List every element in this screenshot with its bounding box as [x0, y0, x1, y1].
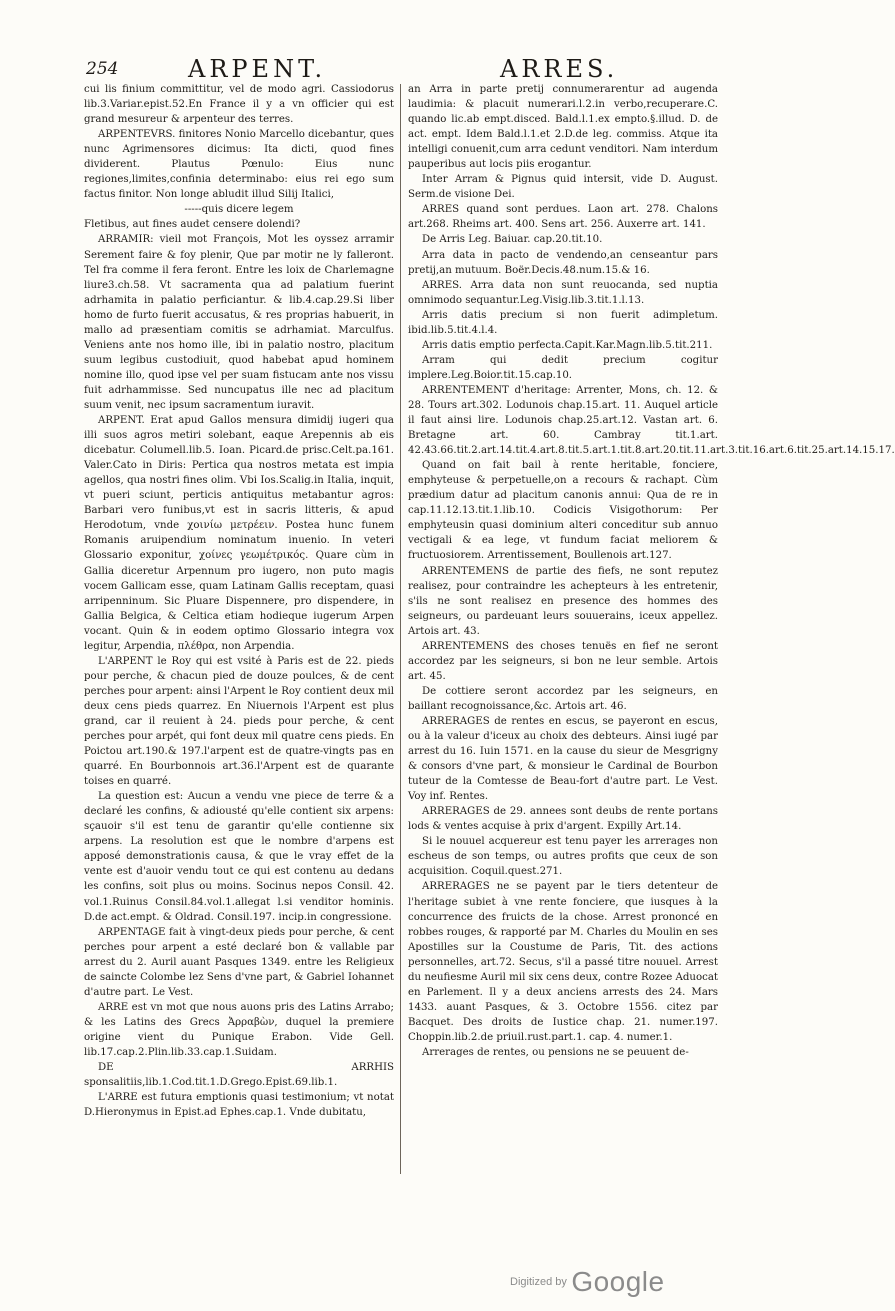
- left-column: [84, 82, 394, 1120]
- paragraph: cui lis finium committitur, vel de modo agri. Cassiodorus lib.3.Variar.epist.52.En France il y a vn officier qui est grand mesureur & arpenteur des terres.: [84, 84, 394, 126]
- paragraph: ARRE est vn mot que nous auons pris des Latins Arrabo; & les Latins des Grecs Ἀρραβὼν, duquel la premiere origine vient du Punique Erabon. Vide Gell. lib.17.cap.2.Plin.lib.33.cap.1.Suidam.: [84, 1001, 394, 1058]
- running-head-right: ARRES.: [500, 55, 619, 83]
- paragraph: Arrerages de rentes, ou pensions ne se peuuent de-: [422, 1047, 689, 1058]
- paragraph: Inter Arram & Pignus quid intersit, vide D. August. Serm.de visione Dei.: [408, 174, 718, 201]
- paragraph: ARRENTEMENT d'heritage: Arrenter, Mons, ch. 12. & 28. Tours art.302. Lodunois chap.15.art. 11. Auquel article il faut ainsi lire. Lodunois chap.25.art.12. Vastan art. 6. Bretagne art. 60. Cambray tit.1.art. 42.43.66.tit.2.art.14.tit.4.art.8.tit.5.art.1.tit.8.art.20.tit.11.art.3.tit.16.art.6.tit.25.art.14.15.17.: [408, 384, 895, 457]
- paragraph: ARRES quand sont perdues. Laon art. 278. Chalons art.268. Rheims art. 400. Sens art. 256. Auxerre art. 141.: [408, 204, 718, 231]
- page-number: 254: [86, 59, 119, 79]
- paragraph: ARRENTEMENS de partie des fiefs, ne sont reputez realisez, pour contraindre les achepteurs à les entretenir, s'ils ne sont realisez en presence des hommes des seigneurs, ou pardeuant leurs souuerains, iceux appellez. Artois art. 43.: [408, 565, 718, 637]
- paragraph: L'ARPENT le Roy qui est vsité à Paris est de 22. pieds pour perche, & chacun pied de douze poulces, & de cent perches pour arpent: ainsi l'Arpent le Roy contient deux mil deux cens pieds quarrez. En Niuernois l'Arpent est plus grand, car il reuient à 24. pieds pour perche, & cent perches pour arpét, qui font deux mil quatre cens pieds. En Poictou art.190.& 197.l'arpent est de quatre-vingts pas en quarré. En Bourbonnois art.36.l'Arpent est de quarante toises en quarré.: [84, 655, 394, 788]
- paragraph: ARRENTEMENS des choses tenuës en fief ne seront accordez par les seigneurs, si bon ne leur semble. Artois art. 45.: [408, 640, 718, 682]
- paragraph: Quand on fait bail à rente heritable, fonciere, emphyteuse & perpetuelle,on a recours & rachapt. Cùm prædium datur ad placitum canonis annui: Qua de re in cap.11.12.13.tit.1.lib.10. Codicis Visigothorum: Per emphyteusin quasi dominium alteri conceditur sub annuo vectigali & ea lege, vt fundum faciat meliorem & fructuosiorem. Arrentissement, Boullenois art.127.: [408, 460, 718, 562]
- paragraph: ARRAMIR: vieil mot François, Mot les oyssez arramir Serement faire & foy plenir, Que par motir ne ly falleront. Tel fra comme il fera feront. Entre les loix de Charlemagne liure3.ch.58. Vt sacramenta qua ad palatium fuerint adrhamita in palatio perficiantur. & lib.4.cap.29.Si liber homo de furto fuerit accusatus, & res proprias habuerit, in mallo ad præsentiam comitis se adrhamiat. Marculfus. Veniens ante nos homo ille, ibi in palatio nostro, placitum suum legibus custodiuit, quod habebat apud hominem nomine illo, quod ipse vel per suam fistucam ante nos vissu fuit adrhammisse. Sed nuncupatus ille nec ad placitum suum venit, nec ipsum sacramentum iuravit.: [84, 234, 394, 411]
- watermark-prefix: Digitized by: [510, 1276, 567, 1288]
- paragraph: ARPENTAGE fait à vingt-deux pieds pour perche, & cent perches pour arpent a esté declaré bon & vallable par arrest du 2. Auril auant Pasques 1349. entre les Religieux de saincte Colombe lez Sens d'vne part, & Gabriel Iohannet d'autre part. Le Vest.: [84, 926, 394, 998]
- paragraph: an Arra in parte pretij connumerarentur ad augenda laudimia: & placuit numerari.l.2.in verbo,recuperare.C. quando lic.ab empt.disced. Bald.l.1.ex empto.§.illud. D. de act. empt. Idem Bald.l.1.et 2.D.de leg. commiss. Atque ita intelligi conuenit,cum arra cedunt venditori. Nam interdum pauperibus aut locis piis erogantur.: [408, 84, 718, 171]
- page-header: [0, 55, 779, 85]
- paragraph: DE ARRHIS sponsalitiis,lib.1.Cod.tit.1.D.Grego.Epist.69.lib.1.: [84, 1062, 394, 1089]
- paragraph: ARRERAGES de rentes en escus, se payeront en escus, ou à la valeur d'iceux au choix des debteurs. Ainsi iugé par arrest du 16. Iuin 1571. en la cause du sieur de Mesgrigny & consors d'vne part, & monsieur le Cardinal de Bourbon tuteur de la Comtesse de Beau-fort d'autre part. Le Vest. Voy inf. Rentes.: [408, 715, 718, 803]
- paragraph: ARPENTEVRS. finitores Nonio Marcello dicebantur, ques nunc Agrimensores dicimus: Ita dicti, quod fines dividerent. Plautus Pœnulo: Eius nunc regiones,limites,confinia determinabo: eius rei ego sum factus finitor. Non longe abludit illud Silij Italici,: [84, 129, 394, 201]
- paragraph: L'ARRE est futura emptionis quasi testimonium; vt notat D.Hieronymus in Epist.ad Ephes.cap.1. Vnde dubitatu,: [84, 1092, 394, 1119]
- paragraph: De Arris Leg. Baiuar. cap.20.tit.10.: [422, 234, 603, 246]
- paragraph: Si le nouuel acquereur est tenu payer les arrerages non escheus de son temps, ou autres profits que ceux de son acquisition. Coquil.quest.271.: [408, 836, 718, 878]
- verse-line: Fletibus, aut fines audet censere dolendi?: [84, 219, 301, 231]
- paragraph: La question est: Aucun a vendu vne piece de terre & a declaré les confins, & adiousté qu'elle contient six arpens: sçauoir s'il est tenu de garantir qu'elle contienne six arpens. La resolution est que le nombre d'arpens est apposé demonstrationis causa, & que le vray effet de la vente est d'auoir vendu tout ce qui est contenu au dedans les confins, soit plus ou moins. Socinus nepos Consil. 42. vol.1.Ruinus Consil.84.vol.1.allegat l.si venditor hominis. D.de act.empt. & Oldrad. Consil.197. incip.in congressione.: [84, 791, 394, 923]
- right-column: [408, 82, 895, 1060]
- paragraph: Arris datis precium si non fuerit adimpletum. ibid.lib.5.tit.4.l.4.: [408, 309, 718, 336]
- digitized-watermark: [510, 1266, 665, 1298]
- paragraph: Arris datis emptio perfecta.Capit.Kar.Magn.lib.5.tit.211.: [422, 339, 713, 351]
- verse-line: -----quis dicere legem: [184, 204, 294, 216]
- paragraph: ARRERAGES ne se payent par le tiers detenteur de l'heritage subiet à vne rente fonciere, que iusques à la concurrence des fruicts de la chose. Arrest prononcé en robbes rouges, & rapporté par M. Charles du Moulin en ses Apostilles sur la Coustume de Paris, Tit. des actions personnelles, art.72. Secus, s'il a passé titre nouuel. Arrest du neufiesme Auril mil six cens deux, contre Rozee Aduocat en Parlement. Il y a deux anciens arrests des 24. Mars 1433. auant Pasques, & 3. Octobre 1556. citez par Bacquet. Des droits de Iustice chap. 21. numer.197. Choppin.lib.2.de priuil.rust.part.1. cap. 4. numer.1.: [408, 881, 718, 1043]
- paragraph: Arra data in pacto de vendendo,an censeantur pars pretij,an mutuum. Boër.Decis.48.num.15.& 16.: [408, 249, 718, 276]
- column-divider: [400, 84, 401, 1174]
- paragraph: De cottiere seront accordez par les seigneurs, en baillant recognoissance,&c. Artois art. 46.: [408, 685, 718, 712]
- paragraph: ARRES. Arra data non sunt reuocanda, sed nuptia omnimodo sequantur.Leg.Visig.lib.3.tit.1.l.13.: [408, 279, 718, 306]
- paragraph: Arram qui dedit precium cogitur implere.Leg.Boior.tit.15.cap.10.: [408, 354, 718, 381]
- google-logo: Google: [571, 1266, 665, 1297]
- paragraph: ARPENT. Erat apud Gallos mensura dimidij iugeri qua illi suos agros metiri solebant, eaque Arepennis ab eis dicebatur. Columell.lib.5. Ioan. Picard.de prisc.Celt.pa.161. Valer.Cato in Diris: Pertica qua nostros metata est impia agellos, qua nostri fines olim. Vbi Ios.Scalig.in Italia, inquit, vt pueri sciunt, perticis antiquitus metabantur agros: Barbari vero funibus,vt est in sacris litteris, & apud Herodotum, vnde χοινίω μετρέειν. Postea hunc funem Romanis aruipendium nominatum inuenio. In veteri Glossario exponitur, χοίνες γεωμέτρικός. Quare cùm in Gallia diceretur Arpennum pro iugero, non puto magis vocem Gallicam esse, quam Latinam Gallis receptam, quasi arripenninum. Sic Pluare Dispennere, pro dispendere, in Gallia Belgica, & Celtica etiam hodieque iugerum Arpen vocant. Quin & in eodem optimo Glossario integra vox legitur, Arpendia, πλέθρα, non Arpendia.: [84, 415, 394, 652]
- paragraph: ARRERAGES de 29. annees sont deubs de rente portans lods & ventes acquise à prix d'argent. Expilly Art.14.: [408, 806, 718, 833]
- running-head-left: ARPENT.: [188, 55, 327, 83]
